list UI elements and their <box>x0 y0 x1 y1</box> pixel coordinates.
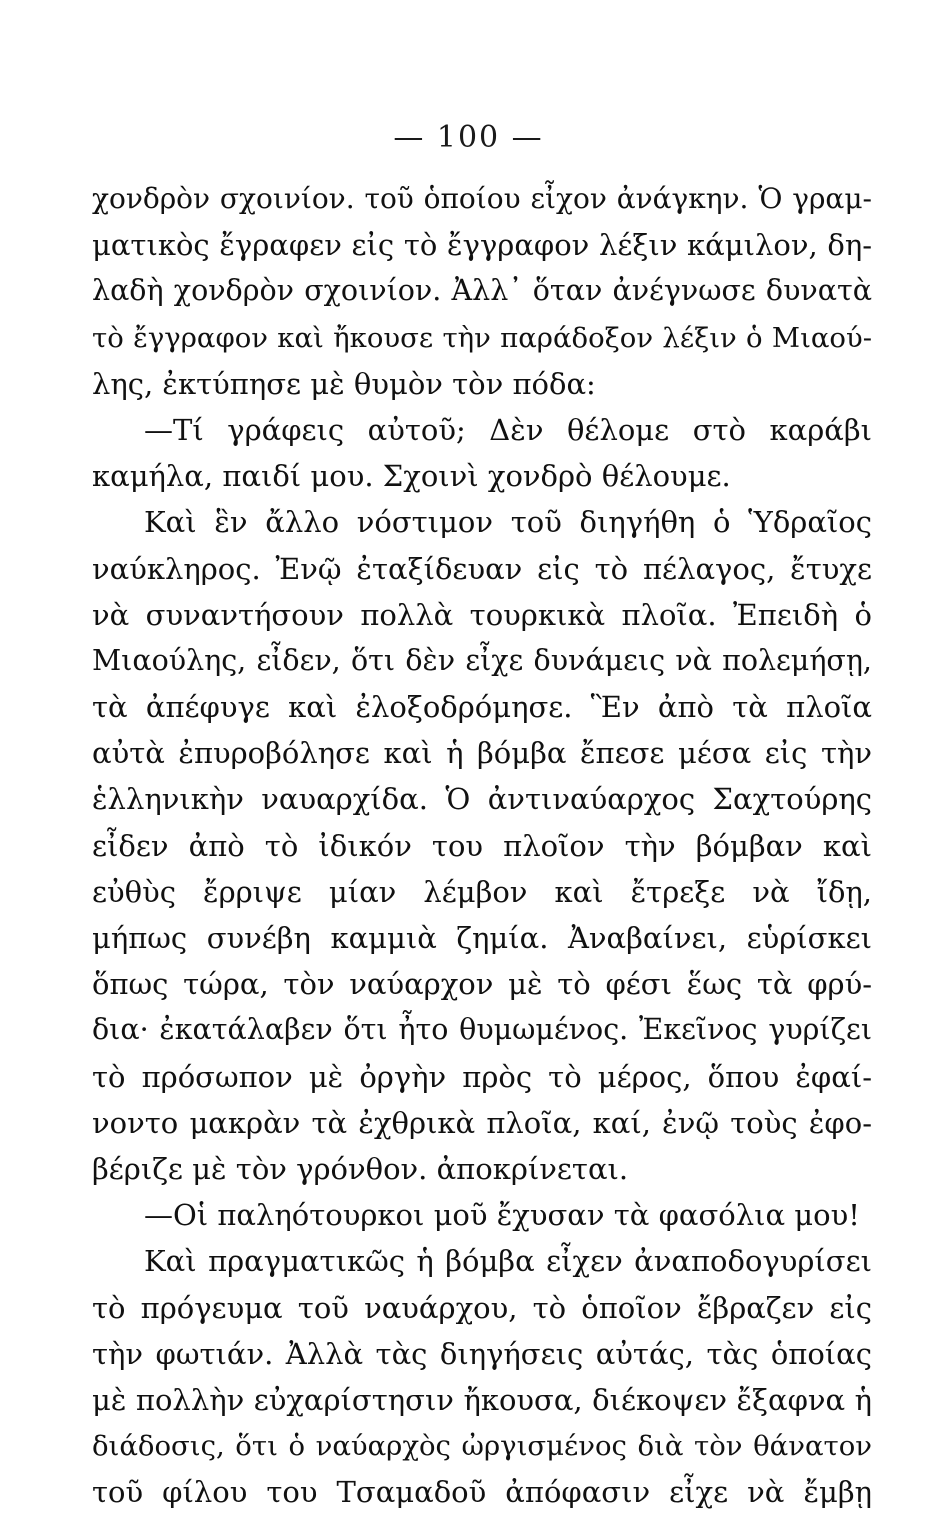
text-line: χονδρὸν σχοινίον. τοῦ ὁποίου εἶχον ἀνάγκην. Ὁ γραμ- <box>92 182 872 215</box>
text-line: λαδὴ χονδρὸν σχοινίον. Ἀλλ᾽ ὅταν ἀνέγνωσε δυνατὰ <box>92 274 872 308</box>
text-line: τὸ ἔγγραφον καὶ ἤκουσε τὴν παράδοξον λέξιν ὁ Μιαού- <box>92 321 872 354</box>
text-line: ἑλληνικὴν ναυαρχίδα. Ὁ ἀντιναύαρχος Σαχτούρης <box>92 782 872 817</box>
text-line: ὅπως τώρα, τὸν ναύαρχον μὲ τὸ φέσι ἕως τὰ φρύ- <box>92 967 872 1002</box>
text-line: Καὶ ἓν ἄλλο νόστιμον τοῦ διηγήθη ὁ Ὑδραῖος <box>144 505 872 540</box>
text-line: τὰ ἀπέφυγε καὶ ἐλοξοδρόμησε. Ἓν ἀπὸ τὰ πλοῖα <box>92 690 872 725</box>
text-line: ματικὸς ἔγραφεν εἰς τὸ ἔγγραφον λέξιν κάμιλον, δη- <box>92 228 872 263</box>
text-line: διάδοσις, ὅτι ὁ ναύαρχὸς ὠργισμένος διὰ τὸν θάνατον <box>92 1430 872 1463</box>
text-line: νὰ συναντήσουν πολλὰ τουρκικὰ πλοῖα. Ἐπειδὴ ὁ <box>92 597 872 632</box>
text-line: εἶδεν ἀπὸ τὸ ἰδικόν του πλοῖον τὴν βόμβαν καὶ <box>92 828 872 863</box>
text-line: τὴν φωτιάν. Ἀλλὰ τὰς διηγήσεις αὐτάς, τὰς ὁποίας <box>92 1336 872 1371</box>
text-line: —Οἱ παληότουρκοι μοῦ ἔχυσαν τὰ φασόλια μου! <box>144 1198 860 1233</box>
text-line: τὸ πρόσωπον μὲ ὀργὴν πρὸς τὸ μέρος, ὅπου ἐφαί- <box>92 1059 872 1094</box>
text-line: μὲ πολλὴν εὐχαρίστησιν ἤκουσα, διέκοψεν ἔξαφνα ἡ <box>92 1382 872 1417</box>
text-line: εὐθὺς ἔρριψε μίαν λέμβον καὶ ἔτρεξε νὰ ἴδῃ, <box>92 874 872 909</box>
text-line: καμήλα, παιδί μου. Σχοινὶ χονδρὸ θέλουμε. <box>92 459 731 494</box>
body-text <box>92 176 872 1515</box>
text-line: Καὶ πραγματικῶς ἡ βόμβα εἶχεν ἀναποδογυρίσει <box>144 1244 872 1279</box>
text-line: τοῦ φίλου του Τσαμαδοῦ ἀπόφασιν εἶχε νὰ ἔμβῃ <box>92 1475 872 1510</box>
text-line: λης, ἐκτύπησε μὲ θυμὸν τὸν πόδα: <box>92 366 596 401</box>
text-line: Μιαούλης, εἶδεν, ὅτι δὲν εἶχε δυνάμεις νὰ πολεμήσῃ, <box>92 643 872 677</box>
text-line: ναύκληρος. Ἐνῷ ἐταξίδευαν εἰς τὸ πέλαγος, ἔτυχε <box>92 551 872 586</box>
text-line: —Τί γράφεις αὐτοῦ; Δὲν θέλομε στὸ καράβι <box>144 412 872 447</box>
text-line: νοντο μακρὰν τὰ ἐχθρικὰ πλοῖα, καί, ἐνῷ τοὺς ἐφο- <box>92 1105 872 1140</box>
text-line: τὸ πρόγευμα τοῦ ναυάρχου, τὸ ὁποῖον ἔβραζεν εἰς <box>92 1290 872 1325</box>
text-line: δια· ἐκατάλαβεν ὅτι ἦτο θυμωμένος. Ἐκεῖνος γυρίζει <box>92 1013 872 1047</box>
page-number: — 100 — <box>393 120 544 155</box>
text-line: αὐτὰ ἐπυροβόλησε καὶ ἡ βόμβα ἔπεσε μέσα εἰς τὴν <box>92 736 872 771</box>
text-line: μήπως συνέβη καμμιὰ ζημία. Ἀναβαίνει, εὑρίσκει <box>92 921 872 955</box>
text-line: βέριζε μὲ τὸν γρόνθον. ἀποκρίνεται. <box>92 1151 629 1186</box>
